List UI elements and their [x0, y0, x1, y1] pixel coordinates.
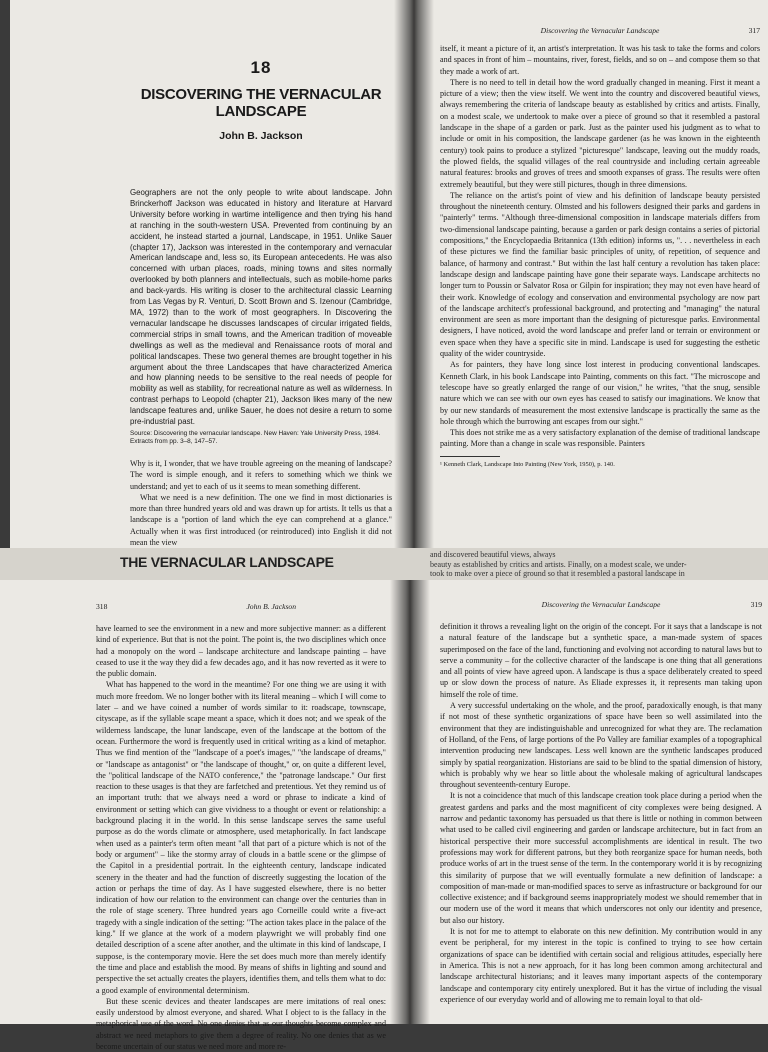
strip-title-fragment: THE VERNACULAR LANDSCAPE — [120, 554, 334, 570]
body-paragraph: definition it throws a revealing light on the origin of the concept. For it says that a landscape is not a natural feature of the landscape but a synthetic space, a man-made system of spaces superimposed on the face of the land, functioning and evolving not according to natural laws but to serve a community – for the collective character of the landscape is one thing that all generations and all points of view have agreed upon. A landscape is thus a space deliberately created to speed up or slow down the process of nature. As Eliade expresses it, it represents man taking upon himself the role of time. — [440, 622, 762, 699]
chapter-title: DISCOVERING THE VERNACULAR LANDSCAPE — [140, 86, 382, 120]
strip-text-line: beauty as established by critics and artists. Finally, on a modest scale, we under- — [430, 559, 687, 569]
body-paragraph: But these scenic devices and theater landscapes are mere imitations of real ones: easily understood by almost everyone, and shared. What I object to is the fallacy in the metaphorical use of the word. No one denies that as our thoughts become complex and abstract we need metaphors to give them a degree of reality. No one denies that as we become uncertain of our status we need more and more re- — [96, 996, 386, 1051]
body-paragraph: have learned to see the environment in a new and more subjective manner: as a different kind of experience. But that is not the point. The point is, the two disciplines which once had a monopoly on the word – landscape architecture and landscape painting – have ceased to use it the way they did a few decades ago, and it has now reverted as it were to the public domain. — [96, 624, 386, 679]
chapter-author: John B. Jackson — [219, 130, 303, 142]
intro-paragraph: Geographers are not the only people to write about landscape. John Brinckerhoff Jackson was educated in history and literature at Harvard University before working in wartime intelligence and then trying his hand at ranching in the south-western USA. Prevented from continuing by an accident, he instead started a journal, Landscape, in 1951. Unlike Sauer (chapter 17), Jackson was interested in the contemporary and vernacular American landscape and, less so, its European antecedents. He was also concerned with urban places, roads, mining towns and sites normally overlooked by both planners and intellectuals, such as mobile-home parks and back-yards. His writing is closer to the architectural classic Learning from Las Vegas by R. Venturi, D. Scott Brown and S. Izenour (Cambridge, MA, 1972) than to the work of most geographers. In Discovering the vernacular landscape he discusses landscapes of circular irrigated fields, commercial strips in small towns, and the American tradition of moveable dwellings as well as the medieval and Renaissance roots of moral and political landscapes. These two general themes are brought together in his argument about the three Landscapes that have characterized America and how planning needs to be sensitive to the real needs of people for mobility as well as stability, for recreational nature as well as wilderness. In contrast perhaps to Leopold (chapter 21), Jackson likes many of the new landscape features and, unlike Sauer, he does not desire a return to some pre-industrial past. — [130, 188, 392, 427]
body-paragraph: A very successful undertaking on the whole, and the proof, paradoxically enough, is that many if not most of these synthetic organizations of space have been so well assimilated into the environment that they are indistinguishable and unrecognized for what they are. The reclamation of Holland, of the Fens, of large portions of the Po Valley are familiar examples of a topographical intervention producing new landscapes. Less well known are the synthetic landscapes produced simply by spatial reorganization. Historians are said to be blind to the spatial dimension of history, which is probably why we hear so little about the wholesale making of agricultural landscapes throughout seventeenth-century Europe. — [440, 701, 762, 790]
body-paragraph: As for painters, they have long since lost interest in producing conventional landscapes. Kenneth Clark, in his book Landscape into Painting, comments on this fact. "The microscope and telescope have so greatly enlarged the range of our vision," he writes, "that the snug, sensible nature which we can see with our own eyes has ceased to satisfy our imaginations. We know that by our new standards of measurement the most extensive landscape is practically the same as the hole through which the burrowing ant escapes from our sight." — [440, 360, 760, 426]
running-head-title: Discovering the Vernacular Landscape — [541, 600, 661, 609]
body-paragraph: This does not strike me as a very satisfactory explanation of the demise of traditional landscape painting. More than a change in scale was responsible. Painters — [440, 428, 760, 449]
chapter-number: 18 — [250, 58, 272, 77]
page-number: 319 — [750, 600, 762, 609]
page-319 — [440, 600, 762, 1024]
page-317 — [440, 26, 760, 546]
chapter-intro — [130, 188, 392, 446]
top-spread — [10, 0, 768, 548]
book-gutter-shadow — [394, 0, 434, 548]
running-head-title: John B. Jackson — [246, 602, 296, 611]
footnote-rule — [440, 456, 500, 457]
book-gutter-shadow — [390, 580, 430, 1024]
body-paragraph: There is no need to tell in detail how the word gradually changed in meaning. First it meant a picture of a view; then the view itself. We went into the country and discovered beautiful views, always remembering the criteria of landscape beauty as established by critics and artists. Finally, on a modest scale, we undertook to make over a piece of ground so that it resembled a pastoral landscape in the shape of a garden or park. Just as the painter used his judgment as to what to include or omit in his composition, the landscape gardener (as he was known in the eighteenth century) took pains to produce a stylized "picturesque" landscape, leaving out the muddy roads, the plowed fields, the squalid villages of the real countryside and including certain agreeable natural features: brooks and groves of trees and smooth expanses of grass. The results were often extremely beautiful, but they were still pictures, though in three dimensions. — [440, 77, 760, 189]
page-316 — [130, 58, 392, 548]
body-text — [440, 43, 760, 450]
strip-text-line: and discovered beautiful views, always — [430, 550, 556, 559]
running-head — [440, 26, 760, 35]
body-paragraph: The reliance on the artist's point of view and his definition of landscape beauty persisted throughout the nineteenth century. Olmsted and his followers designed their parks and gardens in "painterly" terms. "Although three-dimensional composition in landscape materials differs from two-dimensional landscape painting, because a garden or park design contains a series of pictorial compositions," the Encyclopaedia Britannica (13th edition) informs us, ". . . nevertheless in each of these pictures we find the familiar basic principles of unity, of repetition, of sequence and balance, of harmony and contrast." But within the last half century a revolution has taken place: landscape design and landscape painting have gone their separate ways. Landscape architects no longer turn to Poussin or Salvator Rosa or Gilpin for inspiration; they may not even have heard of their work. Knowledge of ecology and conservation and environmental psychology are now part of the landscape architect's professional background, and protecting and "managing" the natural environment are seen as more important than the designing of picturesque parks. Environmental designers, I have noticed, avoid the word landscape and prefer land or terrain or environment or even space when they have a specific site in mind. Landscape is used for suggesting the esthetic quality of the wider countryside. — [440, 190, 760, 359]
body-paragraph: It is not a coincidence that much of this landscape creation took place during a period when the greatest gardens and parks and the most magnificent of city complexes were being designed. A narrow and pedantic taxonomy has persuaded us that there is little or nothing in common between what used to be called civil engineering and garden or landscape architecture, but in fact from an historical perspective their more successful accomplishments are identical in result. The two professions may work for different patrons, but they both reorganize space for human needs, both produce works of art in the truest sense of the term. In the contemporary world it is by recognizing this similarity of purpose that we will eventually formulate a new definition of landscape: a composition of man-made or man-modified spaces to serve as infrastructure or background for our collective existence; and if background seems inappropriately modest we should remember that in our modern use of the word it means that which underscores not only our identity and presence, but also our history. — [440, 791, 762, 925]
body-text — [130, 458, 392, 548]
body-paragraph: What we need is a new definition. The one we find in most dictionaries is more than three hundred years old and was drawn up for artists. It tells us that a landscape is a "portion of land which the eye can comprehend at a glance." Actually when it was first introduced (or reintroduced) into English it did not mean the view — [130, 492, 392, 548]
running-head — [96, 602, 386, 611]
bottom-spread — [0, 580, 768, 1051]
page-number: 318 — [96, 602, 108, 611]
page-number: 317 — [748, 26, 760, 35]
footnote: ¹ Kenneth Clark, Landscape Into Painting (New York, 1950), p. 140. — [440, 460, 615, 468]
body-paragraph: What has happened to the word in the meantime? For one thing we are using it with much more freedom. We no longer bother with its literal meaning – which I will come to later – and we have coined a number of words similar to it: roadscape, townscape, cityscape, as if the syllable scape meant a space, which it does not; and we speak of the wilderness landscape, the lunar landscape, even of the landscape at the bottom of the ocean. Furthermore the word is frequently used in critical writing as a kind of metaphor. Thus we find mention of the "landscape of a poet's images," "the landscape of dreams," or "landscape as antagonist" or "the landscape of thought," or, on quite a different level, the "political landscape of the NATO conference," the "patronage landscape." Our first reaction to these usages is that they are farfetched and pretentious. Yet they remind us of an important truth: that we always need a word or phrase to indicate a kind of environment or setting which can give vividness to a thought or event or relationship: a background placing it in the world. In this sense landscape serves the same useful purpose as do the words climate or atmosphere, used metaphorically. In fact landscape when used as a painter's term often meant "all that part of a picture which is not of the body or argument" – like the stormy array of clouds in a battle scene or the glimpse of the Capitol in a presidential portrait. In the eighteenth century, landscape indicated scenery in the theater and had the function of discreetly suggesting the location of the action or perhaps the time of day. As I have suggested elsewhere, there is no better indication of how our relation to the environment can change over the centuries than in the role of stage scenery. Three hundred years ago Corneille could write a five-act tragedy with a single indication of the setting: "The action takes place in the palace of the king." If we glance at the work of a modern playwright we will probably find one detailed description of a scene after another, and the ultimate in this kind of landscape, I suppose, is the contemporary movie. Here the set does much more than merely identify the time and place and establish the mood. By means of shifts in lighting and sound and perspective the set actually creates the players, identifies them, and tells them what to do: a good example of environmental determinism. — [96, 680, 386, 995]
page-318 — [96, 602, 386, 1051]
body-paragraph: It is not for me to attempt to elaborate on this new definition. My contribution would in any event be peripheral, for my interest in the topic is confined to trying to see how certain organizations of space can be identified with certain social and religious attitudes, especially here in America. This is not a new approach, for it has long been common among architectural and landscape architectural historians; and it leaves many important aspects of the contemporary landscape and contemporary city entirely unexplored. But it has the virtue of including the visual experience of our everyday world and of allowing me to remain loyal to that old- — [440, 927, 762, 1004]
source-citation: Source: Discovering the vernacular landscape. New Haven: Yale University Press, 1984. Extracts from pp. 3–8, 147–57. — [130, 429, 381, 445]
strip-text-line: took to make over a piece of ground so that it resembled a pastoral landscape in — [430, 569, 685, 578]
overlap-strip — [0, 548, 768, 580]
body-text — [96, 623, 386, 1052]
body-paragraph: Why is it, I wonder, that we have trouble agreeing on the meaning of landscape? The word is simple enough, and it refers to something which we think we understand; and yet to each of us it seems to mean something different. — [130, 458, 392, 491]
running-head — [440, 600, 762, 609]
running-head-title: Discovering the Vernacular Landscape — [540, 26, 660, 35]
body-paragraph: itself, it meant a picture of it, an artist's interpretation. It was his task to take the forms and colors and spaces in front of him – mountains, river, forest, fields, and so on – and compose them so that they made a work of art. — [440, 44, 760, 76]
body-text — [440, 621, 762, 1005]
